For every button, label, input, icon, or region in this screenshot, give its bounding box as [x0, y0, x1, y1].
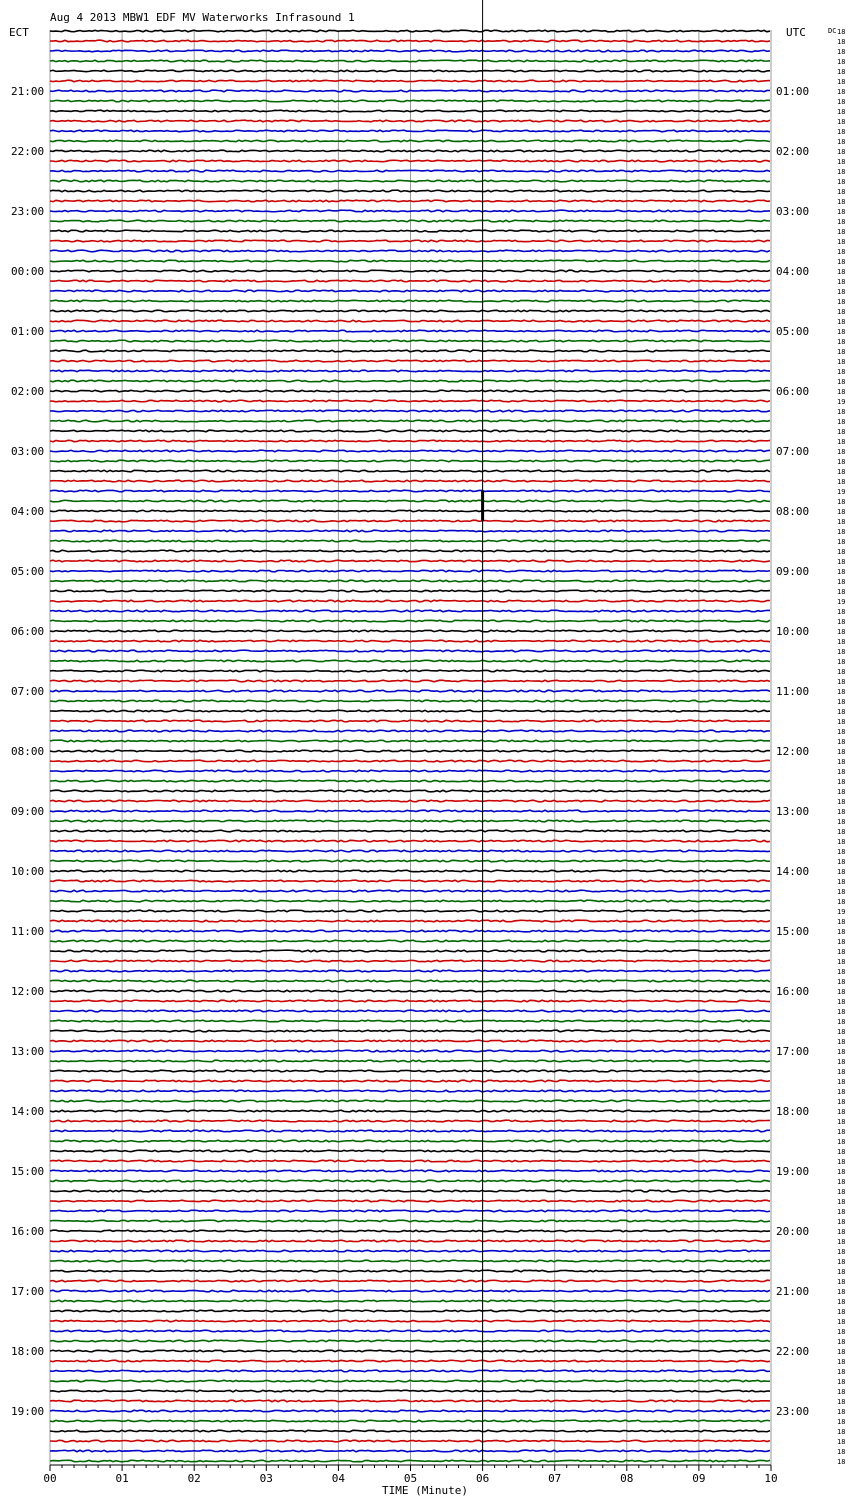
- trace-scale-label: 18: [837, 568, 846, 576]
- left-timezone-label: ECT: [9, 26, 29, 39]
- trace-scale-label: 18: [837, 1458, 846, 1466]
- trace-scale-label: 18: [837, 778, 846, 786]
- x-tick-label: 05: [403, 1472, 418, 1485]
- trace-scale-label: 18: [837, 1428, 846, 1436]
- trace: [50, 260, 770, 262]
- left-hour-label: 04:00: [11, 505, 45, 518]
- trace-scale-label: 18: [837, 988, 846, 996]
- trace-scale-label: 18: [837, 68, 846, 76]
- trace-scale-label: 18: [837, 698, 846, 706]
- right-hour-label: 15:00: [776, 925, 810, 938]
- trace-scale-label: 18: [837, 48, 846, 56]
- right-hour-label: 11:00: [776, 685, 810, 698]
- trace-scale-label: 18: [837, 1288, 846, 1296]
- trace-scale-label: 18: [837, 1368, 846, 1376]
- trace-scale-label: 18: [837, 668, 846, 676]
- trace-scale-label: 18: [837, 1278, 846, 1286]
- trace-scale-label: 18: [837, 858, 846, 866]
- trace: [50, 760, 770, 762]
- trace: [50, 680, 770, 682]
- trace-scale-label: 18: [837, 118, 846, 126]
- trace-scale-label: 18: [837, 1198, 846, 1206]
- trace: [50, 920, 770, 922]
- trace-scale-label: 18: [837, 878, 846, 886]
- trace: [50, 1230, 770, 1232]
- trace: [50, 1310, 770, 1312]
- left-hour-label: 05:00: [11, 565, 45, 578]
- trace-scale-label: 18: [837, 1188, 846, 1196]
- left-hour-label: 21:00: [11, 85, 45, 98]
- trace-scale-label: 18: [837, 678, 846, 686]
- x-tick-label: 04: [331, 1472, 346, 1485]
- trace-scale-label: 18: [837, 448, 846, 456]
- left-hour-label: 09:00: [11, 805, 45, 818]
- trace-scale-label: 18: [837, 728, 846, 736]
- left-hour-label: 17:00: [11, 1285, 45, 1298]
- x-tick-label: 01: [115, 1472, 129, 1485]
- trace: [50, 230, 770, 232]
- trace-scale-label: 18: [837, 1028, 846, 1036]
- left-hour-label: 16:00: [11, 1225, 45, 1238]
- right-hour-label: 09:00: [776, 565, 810, 578]
- trace-scale-label: 18: [837, 1398, 846, 1406]
- trace-scale-label: 18: [837, 1388, 846, 1396]
- trace: [50, 550, 770, 552]
- trace: [50, 310, 770, 312]
- trace-scale-label: 18: [837, 518, 846, 526]
- trace-scale-label: 18: [837, 1358, 846, 1366]
- trace-scale-label: 18: [837, 198, 846, 206]
- x-tick-label: 09: [692, 1472, 706, 1485]
- trace-scale-label: 18: [837, 608, 846, 616]
- trace-scale-label: 18: [837, 88, 846, 96]
- trace: [50, 730, 770, 732]
- trace-scale-label: 18: [837, 1038, 846, 1046]
- trace-scale-label: 18: [837, 238, 846, 246]
- trace-scale-label: 18: [837, 378, 846, 386]
- trace-scale-label: 18: [837, 1378, 846, 1386]
- trace-scale-label: 18: [837, 498, 846, 506]
- trace: [50, 180, 770, 182]
- trace-scale-label: 18: [837, 548, 846, 556]
- trace-scale-label: 18: [837, 308, 846, 316]
- trace-scale-label: 18: [837, 768, 846, 776]
- trace-scale-label: 18: [837, 148, 846, 156]
- trace-scale-label: 18: [837, 1078, 846, 1086]
- trace-scale-label: 18: [837, 458, 846, 466]
- trace-scale-label: 18: [837, 758, 846, 766]
- left-hour-label: 18:00: [11, 1345, 45, 1358]
- right-hour-label: 21:00: [776, 1285, 810, 1298]
- trace-scale-label: 19: [837, 908, 846, 916]
- trace-scale-label: 18: [837, 208, 846, 216]
- trace-scale-label: 18: [837, 538, 846, 546]
- trace-scale-label: 18: [837, 98, 846, 106]
- trace-scale-label: 18: [837, 268, 846, 276]
- right-hour-label: 14:00: [776, 865, 810, 878]
- trace-scale-label: 18: [837, 408, 846, 416]
- left-hour-labels: [11, 85, 44, 1418]
- trace: [50, 440, 770, 442]
- left-hour-label: 14:00: [11, 1105, 45, 1118]
- trace-scale-label: 18: [837, 788, 846, 796]
- trace-scale-label: 18: [837, 38, 846, 46]
- trace-scale-label: 18: [837, 808, 846, 816]
- x-axis-label: TIME (Minute): [381, 1484, 469, 1497]
- trace-scale-label: 18: [837, 868, 846, 876]
- trace-scale-label: 18: [837, 1168, 846, 1176]
- trace-scale-label: 18: [837, 58, 846, 66]
- trace: [50, 1180, 770, 1182]
- trace: [50, 470, 770, 472]
- right-hour-label: 05:00: [776, 325, 810, 338]
- trace-scale-label: 18: [837, 998, 846, 1006]
- trace-scale-label: 18: [837, 1158, 846, 1166]
- trace-scale-label: 18: [837, 588, 846, 596]
- right-hour-label: 20:00: [776, 1225, 810, 1238]
- trace-scale-label: 18: [837, 188, 846, 196]
- trace: [50, 1420, 770, 1422]
- trace: [50, 1100, 770, 1102]
- trace-scale-label: 18: [837, 1328, 846, 1336]
- right-hour-label: 22:00: [776, 1345, 810, 1358]
- right-hour-label: 04:00: [776, 265, 810, 278]
- trace-scale-label: 18: [837, 718, 846, 726]
- left-hour-label: 06:00: [11, 625, 45, 638]
- trace-scale-label: 18: [837, 1058, 846, 1066]
- trace-scale-label: 18: [837, 1418, 846, 1426]
- trace: [50, 1210, 770, 1212]
- trace-scale-label: 18: [837, 1448, 846, 1456]
- trace-scale-label: 18: [837, 1138, 846, 1146]
- trace: [50, 280, 770, 282]
- trace: [50, 50, 770, 52]
- trace-scale-label: 18: [837, 1438, 846, 1446]
- trace-scale-label: 18: [837, 918, 846, 926]
- trace-scale-label: 18: [837, 1208, 846, 1216]
- trace: [50, 1050, 770, 1052]
- trace-scale-label: 18: [837, 288, 846, 296]
- trace-scale-label: 18: [837, 1408, 846, 1416]
- trace-scale-label: 18: [837, 748, 846, 756]
- right-hour-label: 23:00: [776, 1405, 810, 1418]
- trace-scale-label: 18: [837, 1268, 846, 1276]
- right-hour-labels: [776, 85, 809, 1418]
- right-hour-label: 13:00: [776, 805, 810, 818]
- trace-scale-label: 18: [837, 1128, 846, 1136]
- left-hour-label: 08:00: [11, 745, 45, 758]
- trace-scale-labels: [837, 28, 845, 1466]
- trace: [50, 1020, 770, 1022]
- right-hour-label: 12:00: [776, 745, 810, 758]
- trace: [50, 100, 770, 102]
- trace-scale-label: 18: [837, 688, 846, 696]
- trace-scale-label: 18: [837, 258, 846, 266]
- trace-scale-label: 18: [837, 1008, 846, 1016]
- trace-scale-label: 18: [837, 828, 846, 836]
- left-hour-label: 00:00: [11, 265, 45, 278]
- left-hour-label: 02:00: [11, 385, 45, 398]
- trace-scale-label: 18: [837, 1098, 846, 1106]
- left-hour-label: 11:00: [11, 925, 45, 938]
- left-hour-label: 22:00: [11, 145, 45, 158]
- trace-scale-label: 18: [837, 1338, 846, 1346]
- chart-title: Aug 4 2013 MBW1 EDF MV Waterworks Infrasound 1: [50, 11, 355, 24]
- left-hour-label: 19:00: [11, 1405, 45, 1418]
- trace-scale-label: 18: [837, 328, 846, 336]
- right-hour-label: 01:00: [776, 85, 810, 98]
- corner-dc-label: DC: [828, 27, 837, 35]
- right-timezone-label: UTC: [786, 26, 806, 39]
- trace: [50, 390, 770, 392]
- right-hour-label: 07:00: [776, 445, 810, 458]
- trace-scale-label: 18: [837, 898, 846, 906]
- right-hour-label: 17:00: [776, 1045, 810, 1058]
- trace-scale-label: 18: [837, 708, 846, 716]
- trace-scale-label: 18: [837, 1298, 846, 1306]
- left-hour-label: 01:00: [11, 325, 45, 338]
- trace-scale-label: 19: [837, 398, 846, 406]
- trace-scale-label: 18: [837, 1108, 846, 1116]
- trace: [50, 1290, 770, 1292]
- trace: [50, 130, 770, 132]
- trace-scale-label: 18: [837, 138, 846, 146]
- trace-scale-label: 18: [837, 848, 846, 856]
- right-hour-label: 03:00: [776, 205, 810, 218]
- trace-scale-label: 18: [837, 168, 846, 176]
- right-hour-label: 19:00: [776, 1165, 810, 1178]
- trace-scale-label: 18: [837, 1118, 846, 1126]
- trace-scale-label: 18: [837, 1218, 846, 1226]
- trace: [50, 1340, 770, 1342]
- trace-scale-label: 18: [837, 1088, 846, 1096]
- trace-scale-label: 19: [837, 598, 846, 606]
- x-tick-label: 06: [475, 1472, 490, 1485]
- trace-scale-label: 18: [837, 428, 846, 436]
- trace-scale-label: 18: [837, 338, 846, 346]
- trace-scale-label: 18: [837, 468, 846, 476]
- trace: [50, 360, 770, 362]
- trace-scale-label: 18: [837, 928, 846, 936]
- trace-scale-label: 18: [837, 528, 846, 536]
- trace-scale-label: 18: [837, 798, 846, 806]
- trace-scale-label: 18: [837, 938, 846, 946]
- trace-scale-label: 18: [837, 1308, 846, 1316]
- right-hour-label: 10:00: [776, 625, 810, 638]
- right-hour-label: 06:00: [776, 385, 810, 398]
- trace: [50, 1000, 770, 1002]
- left-hour-label: 10:00: [11, 865, 45, 878]
- right-hour-label: 08:00: [776, 505, 810, 518]
- trace-scale-label: 18: [837, 838, 846, 846]
- trace-scale-label: 18: [837, 388, 846, 396]
- trace: [50, 600, 770, 602]
- trace-scale-label: 18: [837, 438, 846, 446]
- trace: [50, 630, 770, 632]
- left-hour-label: 23:00: [11, 205, 45, 218]
- trace-scale-label: 18: [837, 978, 846, 986]
- trace: [50, 710, 770, 712]
- trace-scale-label: 18: [837, 128, 846, 136]
- trace-scale-label: 18: [837, 948, 846, 956]
- trace: [50, 940, 770, 942]
- x-tick-label: 07: [548, 1472, 562, 1485]
- right-hour-label: 02:00: [776, 145, 810, 158]
- left-hour-label: 15:00: [11, 1165, 45, 1178]
- trace-scale-label: 18: [837, 628, 846, 636]
- trace-scale-label: 18: [837, 818, 846, 826]
- trace-scale-label: 18: [837, 1228, 846, 1236]
- trace-scale-label: 18: [837, 178, 846, 186]
- trace-scale-label: 18: [837, 968, 846, 976]
- trace: [50, 890, 770, 892]
- trace-scale-label: 18: [837, 478, 846, 486]
- trace-scale-label: 18: [837, 228, 846, 236]
- trace-scale-label: 18: [837, 658, 846, 666]
- right-hour-label: 16:00: [776, 985, 810, 998]
- left-hour-label: 03:00: [11, 445, 45, 458]
- trace-scale-label: 18: [837, 28, 846, 36]
- trace: [50, 1130, 770, 1132]
- x-tick-label: 00: [43, 1472, 57, 1485]
- trace-scale-label: 18: [837, 558, 846, 566]
- trace-scale-label: 18: [837, 158, 846, 166]
- trace-scale-label: 18: [837, 1048, 846, 1056]
- trace-scale-label: 18: [837, 1068, 846, 1076]
- trace-scale-label: 18: [837, 368, 846, 376]
- trace-scale-label: 18: [837, 638, 846, 646]
- trace: [50, 520, 770, 522]
- trace: [50, 340, 770, 342]
- trace: [50, 70, 770, 72]
- trace-scale-label: 18: [837, 78, 846, 86]
- trace-scale-label: 18: [837, 298, 846, 306]
- trace: [50, 840, 770, 842]
- trace-scale-label: 18: [837, 248, 846, 256]
- trace-scale-label: 18: [837, 578, 846, 586]
- x-axis: [43, 1465, 777, 1485]
- left-hour-label: 07:00: [11, 685, 45, 698]
- trace: [50, 1260, 770, 1262]
- trace-scale-label: 18: [837, 1148, 846, 1156]
- x-tick-label: 03: [259, 1472, 273, 1485]
- trace-scale-label: 18: [837, 278, 846, 286]
- trace-scale-label: 19: [837, 488, 846, 496]
- x-tick-label: 08: [620, 1472, 634, 1485]
- left-hour-label: 13:00: [11, 1045, 45, 1058]
- trace-scale-label: 18: [837, 958, 846, 966]
- trace-scale-label: 18: [837, 218, 846, 226]
- trace-scale-label: 18: [837, 1348, 846, 1356]
- trace-scale-label: 18: [837, 1018, 846, 1026]
- trace-scale-label: 18: [837, 108, 846, 116]
- trace-scale-label: 18: [837, 888, 846, 896]
- trace-scale-label: 18: [837, 738, 846, 746]
- trace-scale-label: 18: [837, 1248, 846, 1256]
- trace-scale-label: 18: [837, 1178, 846, 1186]
- trace: [50, 650, 770, 652]
- trace: [50, 810, 770, 812]
- trace-scale-label: 18: [837, 1258, 846, 1266]
- trace-scale-label: 18: [837, 418, 846, 426]
- trace-scale-label: 18: [837, 618, 846, 626]
- left-hour-label: 12:00: [11, 985, 45, 998]
- trace: [50, 1390, 770, 1392]
- trace: [50, 970, 770, 972]
- trace-scale-label: 18: [837, 348, 846, 356]
- x-tick-label: 10: [764, 1472, 778, 1485]
- trace: [50, 150, 770, 152]
- trace-scale-label: 18: [837, 508, 846, 516]
- right-hour-label: 18:00: [776, 1105, 810, 1118]
- trace-scale-label: 18: [837, 648, 846, 656]
- trace-scale-label: 18: [837, 358, 846, 366]
- trace-scale-label: 18: [837, 1238, 846, 1246]
- trace: [50, 420, 770, 422]
- trace-scale-label: 18: [837, 1318, 846, 1326]
- x-tick-label: 02: [187, 1472, 201, 1485]
- trace-scale-label: 18: [837, 318, 846, 326]
